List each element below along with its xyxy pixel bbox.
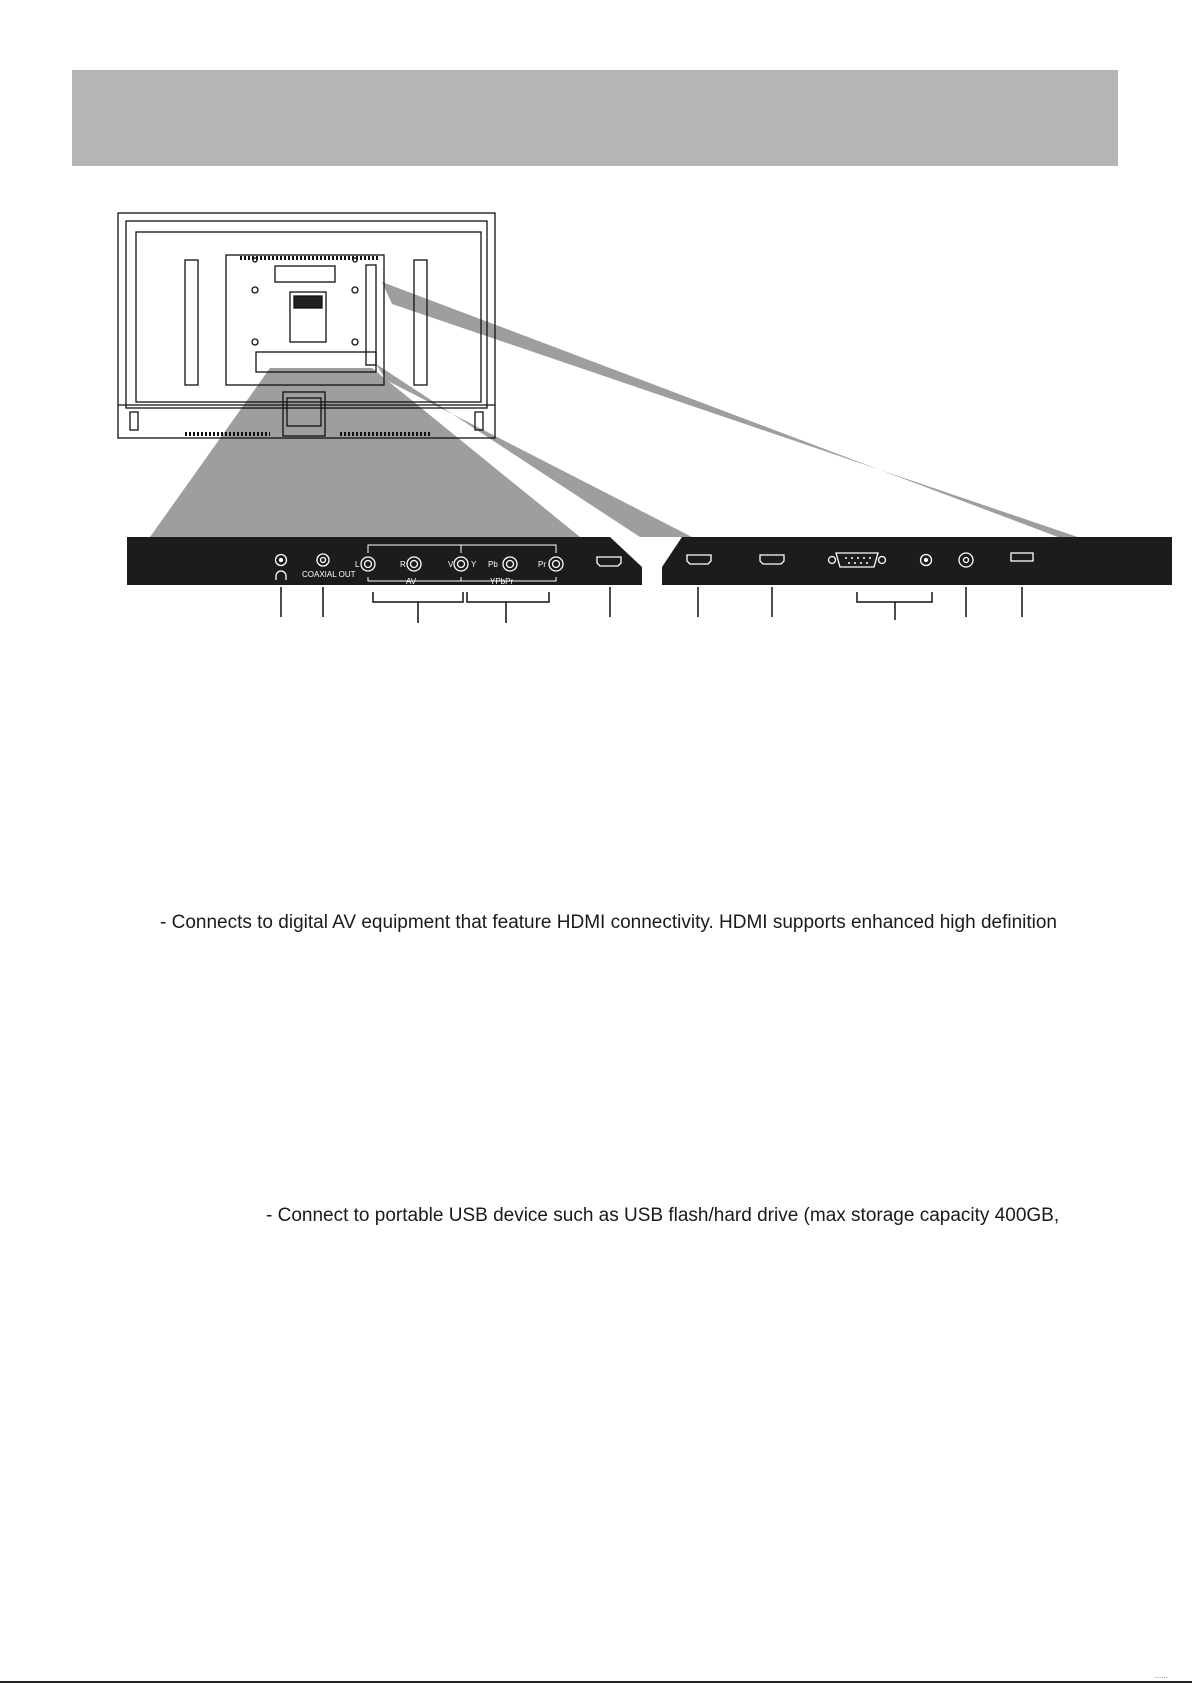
callout-leaders <box>281 587 1022 623</box>
footer-mark: ...... <box>1154 1671 1168 1680</box>
coaxial-out-label: COAXIAL OUT <box>302 570 356 579</box>
av-r-label: R <box>400 560 406 569</box>
usb-description-text: - Connect to portable USB device such as USB flash/hard drive (max storage capacity 400GB, <box>266 1205 1060 1226</box>
ypbpr-y-label: Y <box>471 560 477 569</box>
connector-panel-right <box>662 537 1172 585</box>
ypbpr-group-label: YPbPr <box>490 577 514 586</box>
hdmi-description-text: - Connects to digital AV equipment that feature HDMI connectivity. HDMI supports enhanced high definition <box>160 912 1057 933</box>
footer-rule <box>0 1681 1192 1683</box>
av-v-label: V <box>448 560 454 569</box>
ypbpr-pr-label: Pr <box>538 560 546 569</box>
ypbpr-pb-label: Pb <box>488 560 498 569</box>
connector-panel-left <box>127 537 642 585</box>
av-group-label: AV <box>406 577 417 586</box>
rear-panel-diagram <box>0 0 1192 650</box>
av-l-label: L <box>355 560 360 569</box>
